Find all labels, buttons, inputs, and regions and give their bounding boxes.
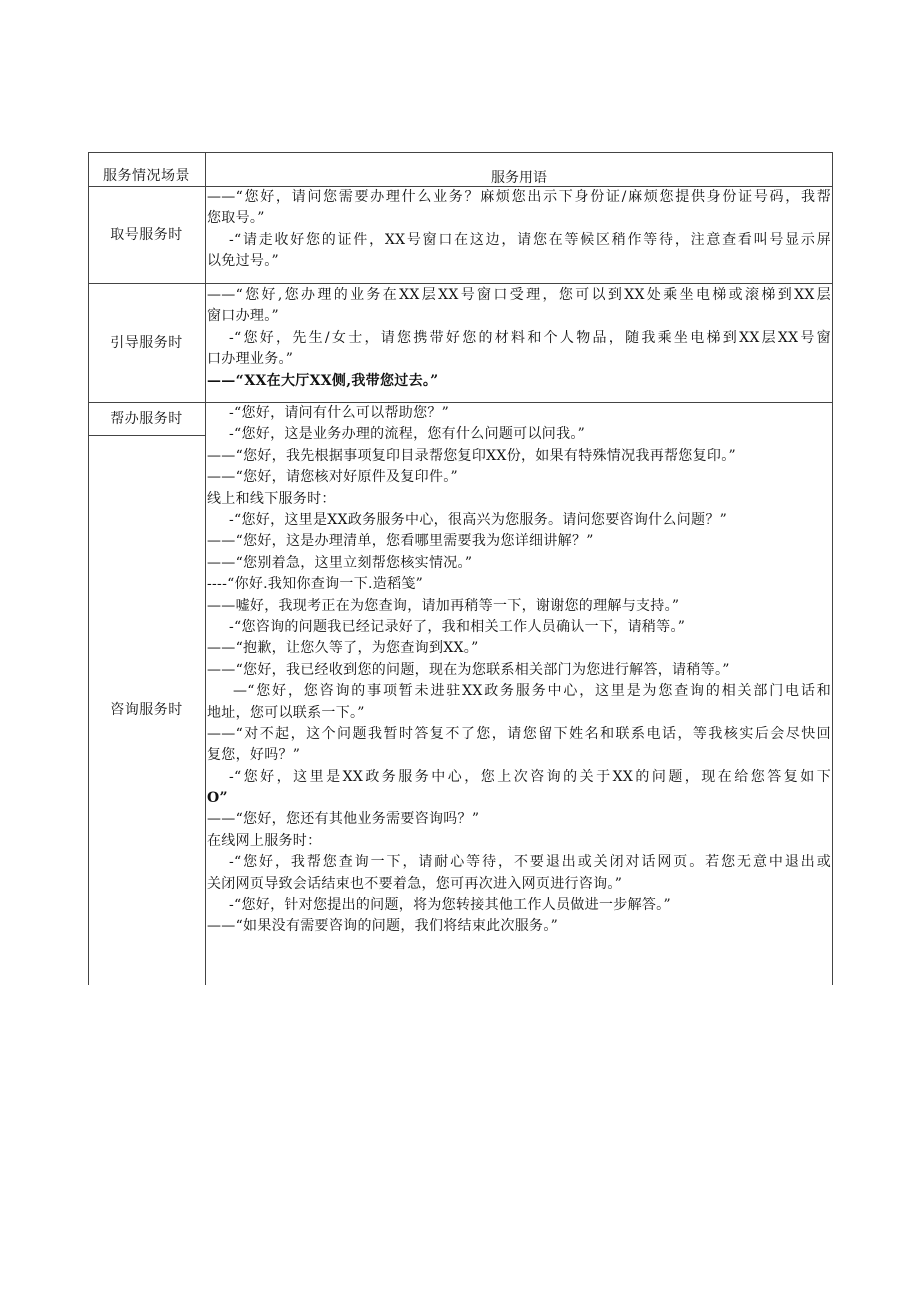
phrase-line: ——“对不起，这个问题我暂时答复不了您，请您留下姓名和联系电话，等我核实后会尽快回	[207, 725, 831, 742]
phrase-line: ——“您好，我先根据事项复印目录帮您复印XX份，如果有特殊情况我再帮您复印。”	[207, 447, 736, 464]
phrase-line: ——“您好，这是办理清单，您看哪里需要我为您详细讲解？”	[207, 533, 594, 550]
phrase-line: ——“您好，您还有其他业务需要咨询吗？”	[207, 811, 480, 828]
phrase-line: ----“你好.我知你查询一下.造稻笺”	[207, 576, 424, 593]
scene-assist: 帮办服务时	[110, 411, 183, 427]
row-divider-ticket	[88, 283, 833, 284]
table-left-border	[88, 152, 89, 985]
scene-guide: 引导服务时	[110, 335, 183, 351]
header-scene: 服务情况场景	[103, 168, 190, 184]
column-divider	[205, 152, 206, 985]
phrase-line: -“您好，这里是XX政务服务中心，很高兴为您服务。请问您要咨询什么问题？”	[229, 511, 728, 528]
phrase-line: -“您好，针对您提出的问题，将为您转接其他工作人员做进一步解答。”	[229, 897, 671, 914]
phrases-ticket	[207, 187, 831, 273]
phrase-line: 口办理业务。”	[207, 351, 294, 368]
phrase-line: ——“您好，请您核对好原件及复印件。”	[207, 469, 459, 486]
phrase-line: -“您好，这是业务办理的流程，您有什么问题可以问我。”	[229, 426, 586, 443]
row-divider-assist	[88, 435, 206, 436]
phrase-line: ——“您好，我已经收到您的问题，现在为您联系相关部门为您进行解答，请稍等。”	[207, 661, 730, 678]
phrase-line: ——“如果没有需要咨询的问题，我们将结束此次服务。”	[207, 918, 559, 935]
phrase-line: 线上和线下服务时：	[207, 490, 336, 507]
scene-ticket: 取号服务时	[110, 227, 183, 243]
phrase-line: ——“您别着急，这里立刻帮您核实情况。”	[207, 554, 473, 571]
phrase-line: ——“您好,您办理的业务在XX层XX号窗口受理，您可以到XX处乘坐电梯或滚梯到XX层	[207, 287, 831, 303]
phrase-line: 窗口办理。”	[207, 308, 279, 325]
phrase-line: -“请走收好您的证件，XX号窗口在这边，请您在等候区稍作等待，注意查看叫号显示屏	[229, 231, 831, 248]
phrase-line: -“您好，我帮您查询一下，请耐心等待，不要退出或关闭对话网页。若您无意中退出或	[229, 854, 831, 871]
phrase-line: 地址，您可以联系一下。”	[207, 704, 365, 721]
phrase-line: 关闭网页导致会话结束也不要着急，您可再次进入网页进行咨询。”	[207, 875, 623, 892]
phrase-line: -“您好，先生/女士，请您携带好您的材料和个人物品，随我乘坐电梯到XX层XX号窗	[229, 329, 831, 346]
scene-consult: 咨询服务时	[110, 702, 183, 718]
header-phrases: 服务用语	[491, 170, 547, 186]
phrase-line: ——“XX在大厅XX侧,我带您过去。”	[207, 372, 439, 389]
phrases-guide	[207, 285, 831, 392]
phrase-line: 复您，好吗？”	[207, 747, 301, 764]
phrase-line: -“您好，请问有什么可以帮助您？”	[229, 405, 450, 421]
phrase-line: 在线网上服务时：	[207, 832, 322, 849]
phrase-line: ——嘘好，我现考正在为您查询，请加再稍等一下，谢谢您的理解与支持。”	[207, 597, 680, 614]
phrases-consult	[207, 489, 831, 938]
phrase-line: ——“您好，请问您需要办理什么业务？麻烦您出示下身份证/麻烦您提供身份证号码，我帮	[207, 189, 831, 205]
phrase-line: 以免过号。”	[207, 253, 279, 270]
phrase-line: -“您好，这里是XX政务服务中心，您上次咨询的关于XX的问题，现在给您答复如下	[229, 768, 831, 785]
phrase-line: —“您好，您咨询的事项暂未进驻XX政务服务中心，这里是为您查询的相关部门电话和	[233, 683, 831, 700]
table-right-border	[832, 152, 833, 985]
phrase-line: 您取号。”	[207, 210, 265, 227]
phrase-line: ——“抱歉，让您久等了，为您查询到XX。”	[207, 640, 479, 657]
phrases-assist	[207, 403, 831, 489]
table-top-border	[88, 152, 833, 153]
phrase-line: O”	[207, 790, 228, 807]
phrase-line: -“您咨询的问题我已经记录好了，我和相关工作人员确认一下，请稍等。”	[229, 618, 686, 635]
